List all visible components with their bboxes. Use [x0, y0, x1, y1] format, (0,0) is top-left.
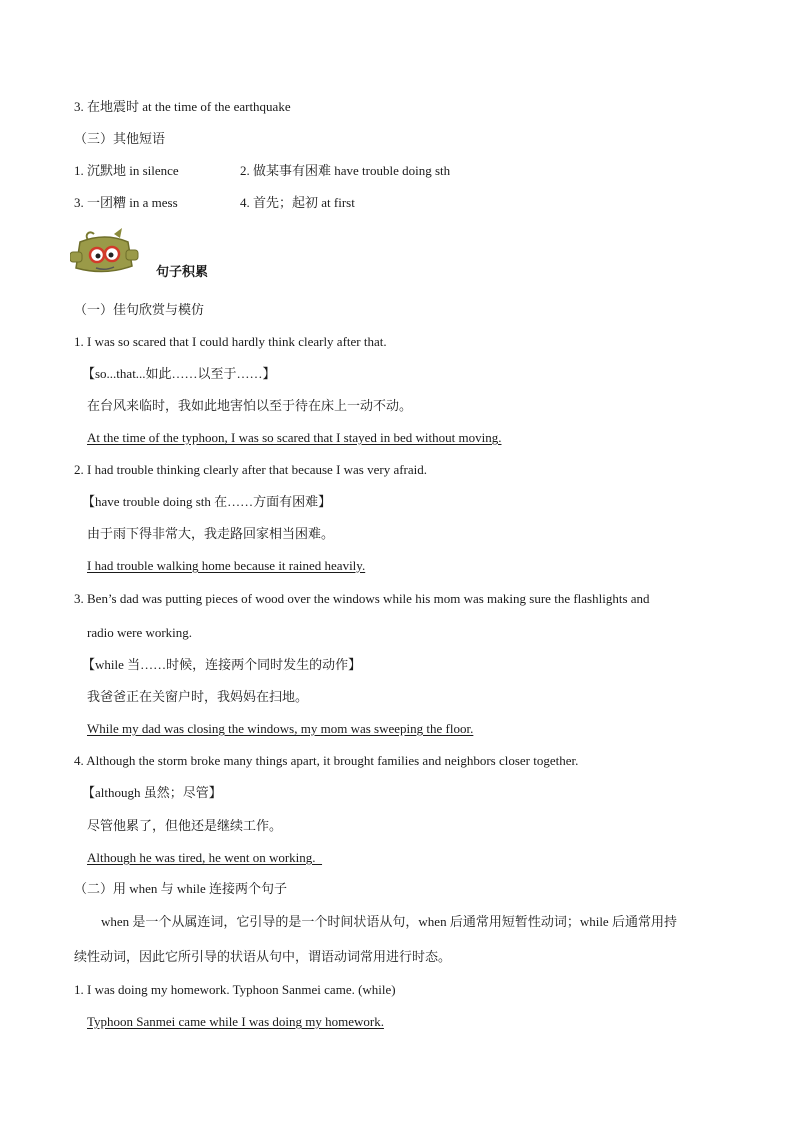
sentence2-english: 2. I had trouble thinking clearly after that because I was very afraid.: [74, 462, 428, 477]
sentence4-answer: Although he was tired, he went on working.: [87, 850, 323, 865]
part2-paragraph-line1: when 是一个从属连词，它引导的是一个时间状语从句，when 后通常用短暂性动词；while 后通常用持: [101, 914, 677, 929]
phrase-item-4: 4. 首先；起初 at first: [240, 195, 355, 210]
sentence2-answer: I had trouble walking home because it rained heavily.: [87, 558, 366, 573]
phrase-item-1: 1. 沉默地 in silence: [74, 163, 179, 178]
sentence1-english: 1. I was so scared that I could hardly think clearly after that.: [74, 334, 387, 349]
phrase-at-the-time: 3. 在地震时 at the time of the earthquake: [74, 99, 291, 114]
phrase-item-3: 3. 一团糟 in a mess: [74, 195, 178, 210]
part2-paragraph-line2: 续性动词，因此它所引导的状语从句中，谓语动词常用进行时态。: [74, 949, 452, 964]
sentence1-chinese: 在台风来临时，我如此地害怕以至于待在床上一动不动。: [87, 398, 413, 413]
section3-heading: （三）其他短语: [74, 131, 166, 146]
part2-heading: （二）用 when 与 while 连接两个句子: [74, 881, 288, 896]
part1-heading: （一）佳句欣赏与模仿: [74, 302, 205, 317]
exercise1-question: 1. I was doing my homework. Typhoon Sanmei came. (while): [74, 982, 396, 997]
sentence3-chinese: 我爸爸正在关窗户时，我妈妈在扫地。: [87, 689, 309, 704]
sentence4-english: 4. Although the storm broke many things apart, it brought families and neighbors closer together.: [74, 753, 579, 768]
sentence3-english-line2: radio were working.: [87, 625, 193, 640]
sentence2-pattern: 【have trouble doing sth 在……方面有困难】: [82, 494, 332, 509]
sentence1-answer: At the time of the typhoon, I was so scared that I stayed in bed without moving.: [87, 430, 502, 445]
sentences-title: 句子积累: [156, 264, 209, 279]
phrase-item-2: 2. 做某事有困难 have trouble doing sth: [240, 163, 451, 178]
exercise1-answer: Typhoon Sanmei came while I was doing my homework.: [87, 1014, 384, 1029]
sentence3-pattern: 【while 当……时候，连接两个同时发生的动作】: [82, 657, 362, 672]
sentence3-answer: While my dad was closing the windows, my mom was sweeping the floor.: [87, 721, 474, 736]
sentence4-chinese: 尽管他累了，但他还是继续工作。: [87, 818, 283, 833]
cartoon-mascot-icon: [70, 226, 140, 278]
sentence1-pattern: 【so...that...如此……以至于……】: [82, 366, 276, 381]
sentence3-english-line1: 3. Ben’s dad was putting pieces of wood over the windows while his mom was making sure the flashlights and: [74, 591, 650, 606]
sentence2-chinese: 由于雨下得非常大，我走路回家相当困难。: [87, 526, 335, 541]
sentence4-pattern: 【although 虽然；尽管】: [82, 785, 222, 800]
